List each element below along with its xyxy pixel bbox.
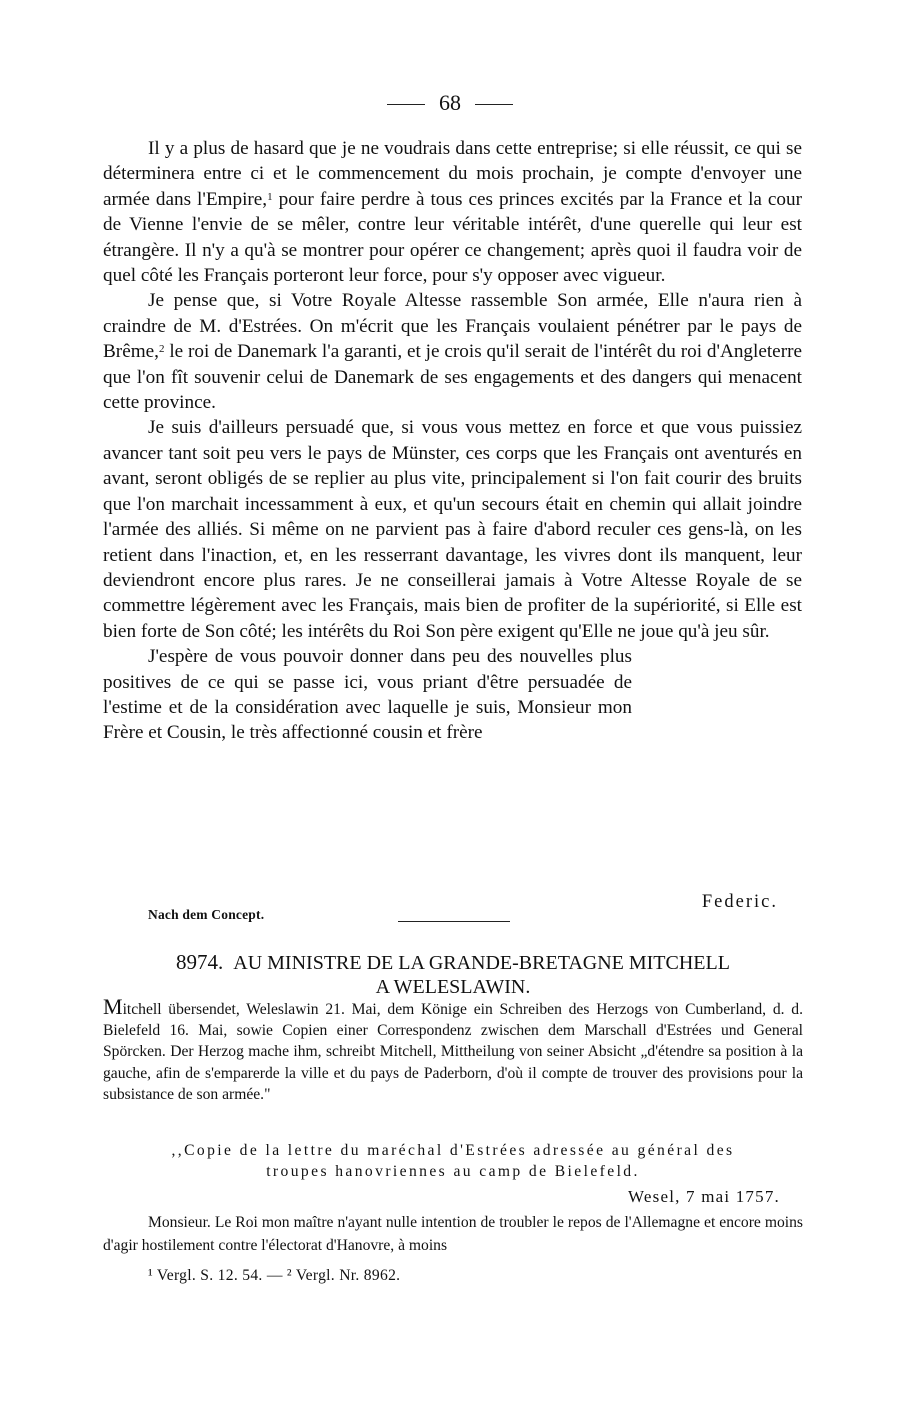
- header-dash-right: [475, 104, 513, 105]
- copy-title: [103, 1140, 803, 1182]
- paragraph-text: pour: [272, 188, 314, 210]
- letter-text: Le Roi mon maître n'ayant nulle intention de troubler le repos de l'Allemagne et encore moins d'agir hostilement contre l'électorat d'Hanovre, à moins: [103, 1214, 803, 1254]
- heading-line: [103, 950, 803, 975]
- copy-title-line: ,,Copie de la lettre du maréchal d'Estrées adressée au général des: [171, 1142, 735, 1159]
- paragraph: [103, 288, 802, 415]
- document-heading: [103, 950, 803, 999]
- summary-paragraph: [103, 996, 803, 1105]
- signature: Federic.: [701, 892, 778, 912]
- footnote-ref: 1: [267, 190, 273, 203]
- quoted-letter: [103, 1211, 803, 1257]
- paragraph-text: Il y a plus de hasard que je ne voudrais dans cette entreprise; si elle réussit, ce qui se déterminera entre ci et le commencement du mois prochain, je compte d'envoyer une armée dans l'Empire,: [103, 138, 802, 210]
- heading-text: AU MINISTRE DE LA GRANDE-BRETAGNE MITCHELL: [233, 952, 730, 974]
- header-dash-left: [387, 104, 425, 105]
- footnote-ref: 2: [158, 343, 165, 356]
- dateline: Wesel, 7 mai 1757.: [628, 1187, 780, 1206]
- paragraph: [103, 136, 802, 288]
- paragraph-text: Je pense que, si Votre Royale Altesse rassemble Son armée, Elle n'aura rien à craindre de M. d'Estrées. On m'écrit que les Français voulaient pénétrer par le pays de Brême,: [103, 290, 802, 363]
- heading-line: A WELESLAWIN.: [375, 976, 531, 998]
- paragraph: J'espère de vous pouvoir donner dans peu des nouvelles plus positives de ce qui se passe ici, vous priant d'être persuadée de l'estime et de la considération avec laquelle je suis, Monsieur mon Frère et Cousin, le très affectionné cousin et frère: [103, 646, 632, 744]
- letter-body: [103, 136, 802, 746]
- letter-salutation: Monsieur.: [148, 1214, 211, 1231]
- page-header: [0, 88, 900, 118]
- paragraph-text: le roi de Danemark l'a garanti, et je crois qu'il serait de l'intérêt du roi d'Angleterre que l'on fît souvenir celui de Danemark de ses engagements et des dangers qui menacent cette province.: [103, 341, 802, 414]
- document-number: 8974.: [176, 950, 224, 974]
- copy-title-line: troupes hanovriennes au camp de Bielefeld.: [266, 1163, 640, 1180]
- editorial-summary: [103, 996, 803, 1105]
- page-number: 68: [439, 90, 461, 115]
- source-note: Nach dem Concept.: [148, 907, 265, 922]
- initial-letter: M: [103, 994, 123, 1019]
- section-divider: [398, 921, 510, 922]
- paragraph-text: faire perdre à tous ces princes excités par la France et la cour de Vienne l'envie de se mêler, contre leur véritable intérêt, d'une querelle qui leur est étrangère. Il n'y a qu'à se montrer pour opérer ce changement; après quoi il faudra voir de quel côté les Français porteront leur force, pour s'y opposer avec vigueur.: [103, 188, 803, 287]
- letter-paragraph: [103, 1211, 803, 1257]
- footnotes: ¹ Vergl. S. 12. 54. — ² Vergl. Nr. 8962.: [148, 1267, 401, 1284]
- summary-text: itchell übersendet, Weleslawin 21. Mai, dem Könige ein Schreiben des Herzogs von Cumberland, d. d. Bielefeld 16. Mai, sowie Copien einer Correspondenz zwischen dem Marschall d'Estrées und General Spörcken. Der Herzog mache ihm, schreibt Mitchell, Mittheilung von seiner Absicht „d'étendre sa position à la gauche, afin de s'emparerde la ville et du pays de Paderborn, d'où il compte de trouver des provisions pour la subsistance de son armée.": [103, 1001, 803, 1103]
- paragraph: Je suis d'ailleurs persuadé que, si vous vous mettez en force et que vous puissiez avancer tant soit peu vers le pays de Münster, ces corps que les Français ont aventurés en avant, seront obligés de se replier au plus vite, principalement si l'on fait courir des bruits que l'on marchait incessamment à eux, et qu'un secours était en chemin qui allait joindre l'armée des alliés. Si même on ne parvient pas à faire d'abord reculer ces gens-là, on les retient dans l'inaction, et, en les resserrant davantage, les vivres dont ils manquent, leur deviendront encore plus rares. Je ne conseillerai jamais à Votre Altesse Royale de se commettre légèrement avec les Français, mais bien de profiter de la supériorité, si Elle est bien forte de Son côté; les intérêts du Roi Son père exigent qu'Elle ne joue qu'à jeu sûr.: [103, 417, 802, 642]
